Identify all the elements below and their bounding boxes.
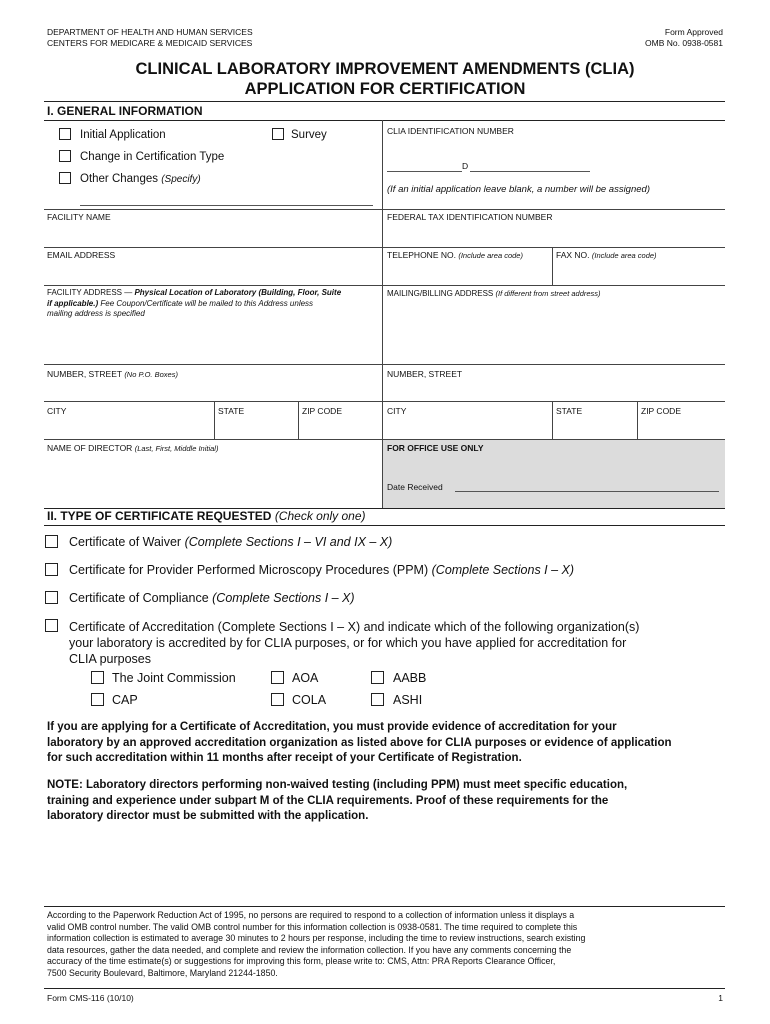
clia-id-line-prefix[interactable] [387,171,462,172]
specify-note: (Specify) [161,174,201,185]
accreditation-checkbox[interactable] [45,619,58,632]
compliance-text: Certificate of Compliance [69,591,209,605]
joint-commission-checkbox[interactable] [91,671,104,684]
clia-id-label: CLIA IDENTIFICATION NUMBER [387,126,514,136]
accreditation-line-3: CLIA purposes [69,652,151,666]
pra-line-3: information collection is estimated to average 30 minutes to 2 hours per response, including the time to review instructions, search existing [47,933,586,944]
state-mailing-label: STATE [556,406,583,416]
mailing-address-text: MAILING/BILLING ADDRESS [387,289,494,298]
no-po-boxes-note: (No P.O. Boxes) [124,370,178,379]
footer-bottom-rule [44,988,725,989]
ppm-text: Certificate for Provider Performed Microscopy Procedures (PPM) [69,563,429,577]
clia-id-note: (If an initial application leave blank, a number will be assigned) [387,184,650,195]
evidence-line-3: for such accreditation within 11 months after receipt of your Certificate of Registration. [47,752,522,764]
facility-address-text: FACILITY ADDRESS — [47,288,133,297]
cola-label: COLA [292,693,327,707]
footer-top-rule [44,906,725,907]
fax-text: FAX NO. [556,250,590,260]
compliance-label [69,591,355,605]
note-line-1 [47,778,627,794]
row-rule-address [44,285,725,286]
row-rule-street [44,364,725,365]
telephone-label [387,250,523,261]
ashi-checkbox[interactable] [371,693,384,706]
city-state-mailing-divider [552,401,553,439]
facility-address-if-applicable: if applicable.) [47,298,99,308]
omb-number: OMB No. 0938-0581 [645,38,723,48]
note-line-2: training and experience under subpart M of the CLIA requirements. Proof of these requirements for the [47,794,609,807]
number-street-label [47,369,178,380]
state-zip-divider [298,401,299,439]
facility-address-physical: Physical Location of Laboratory (Building, Floor, Suite [134,288,342,297]
director-name-label [47,443,218,454]
aoa-checkbox[interactable] [271,671,284,684]
zip-code-label: ZIP CODE [302,406,342,416]
email-address-label: EMAIL ADDRESS [47,250,116,260]
city-mailing-label: CITY [387,406,407,416]
aabb-label: AABB [393,671,427,685]
evidence-line-2: laboratory by an approved accreditation organization as listed above for CLIA purposes or evidence of application [47,736,672,749]
form-id: Form CMS-116 (10/10) [47,993,134,1003]
clia-id-line-suffix[interactable] [470,171,590,172]
paperwork-reduction-notice [47,910,585,980]
section1-top-rule [44,101,725,102]
cap-label: CAP [112,693,138,707]
joint-commission-label: The Joint Commission [112,671,236,685]
other-changes-checkbox[interactable] [59,172,71,184]
mailing-address-note: (If different from street address) [495,289,601,298]
accreditation-line-2: your laboratory is accredited by for CLIA purposes, or for which you have applied for accreditation for [69,636,627,650]
section1-heading: I. GENERAL INFORMATION [47,104,203,118]
survey-checkbox[interactable] [272,128,284,140]
director-name-note: (Last, First, Middle Initial) [134,444,219,453]
ashi-label: ASHI [393,693,423,707]
section2-heading-note: (Check only one) [274,509,366,523]
pra-line-2: valid OMB control number. The valid OMB control number for this information collection is 0938-0581. The time required to complete this [47,921,578,932]
date-received-line[interactable] [455,491,719,492]
department-line-1: DEPARTMENT OF HEALTH AND HUMAN SERVICES [47,27,253,37]
waiver-note: (Complete Sections I – VI and IX – X) [184,535,393,549]
change-certification-type-checkbox[interactable] [59,150,71,162]
facility-address-coupon-note: Fee Coupon/Certificate will be mailed to this Address unless [100,298,314,308]
pra-line-4: data resources, gather the data needed, and complete and review the information collection. If you have any comments concerning the [47,944,572,955]
row-rule-email [44,247,725,248]
note-label: NOTE: [47,779,83,791]
compliance-checkbox[interactable] [45,591,58,604]
telephone-text: TELEPHONE NO. [387,250,456,260]
waiver-text: Certificate of Waiver [69,535,182,549]
office-use-only-label: FOR OFFICE USE ONLY [387,443,484,453]
director-name-text: NAME OF DIRECTOR [47,443,133,453]
pra-line-5: accuracy of the time estimate(s) or suggestions for improving this form, please write to: CMS, Attn: PRA Reports Clearance Officer, [47,956,556,967]
accreditation-evidence-paragraph [47,720,672,767]
note-line-3: laboratory director must be submitted with the application. [47,810,369,822]
cola-checkbox[interactable] [271,693,284,706]
change-certification-type-label: Change in Certification Type [80,151,225,163]
initial-application-checkbox[interactable] [59,128,71,140]
mailing-address-label [387,288,601,299]
other-changes-label [80,173,201,185]
state-label: STATE [218,406,245,416]
row-rule-facility [44,209,725,210]
other-changes-text: Other Changes [80,173,158,185]
initial-application-label: Initial Application [80,129,166,141]
section1-heading-rule [44,120,725,121]
facility-address-label [47,288,382,320]
form-title-line-2: APPLICATION FOR CERTIFICATION [244,80,526,98]
section2-heading [47,509,366,523]
ppm-checkbox[interactable] [45,563,58,576]
form-approved: Form Approved [664,27,723,37]
note-line-1-text: Laboratory directors performing non-waived testing (including PPM) must meet specific education, [82,779,628,791]
compliance-note: (Complete Sections I – X) [212,591,355,605]
ppm-note: (Complete Sections I – X) [431,563,575,577]
accreditation-line-1: Certificate of Accreditation (Complete Sections I – X) and indicate which of the following organization(s) [69,620,640,634]
facility-address-mailing-note: mailing address is specified [47,309,145,318]
accreditation-label [69,619,639,667]
waiver-checkbox[interactable] [45,535,58,548]
ppm-label [69,563,574,577]
section2-heading-text: II. TYPE OF CERTIFICATE REQUESTED [47,509,272,523]
other-changes-specify-line[interactable] [80,205,373,206]
number-street-text: NUMBER, STREET [47,369,122,379]
date-received-label: Date Received [387,482,443,492]
tel-fax-divider [552,247,553,285]
clia-id-d: D [462,161,469,171]
fax-note: (Include area code) [591,251,657,260]
section2-heading-rule [44,525,725,526]
fax-label [556,250,657,261]
city-label: CITY [47,406,67,416]
city-state-divider [214,401,215,439]
aoa-label: AOA [292,671,319,685]
director-note-paragraph [47,778,627,825]
facility-name-label: FACILITY NAME [47,212,111,222]
cap-checkbox[interactable] [91,693,104,706]
federal-tax-id-label: FEDERAL TAX IDENTIFICATION NUMBER [387,212,553,222]
state-zip-mailing-divider [637,401,638,439]
aabb-checkbox[interactable] [371,671,384,684]
telephone-note: (Include area code) [458,251,523,260]
department-line-2: CENTERS FOR MEDICARE & MEDICAID SERVICES [47,38,253,48]
evidence-line-1: If you are applying for a Certificate of Accreditation, you must provide evidence of accreditation for your [47,721,617,733]
pra-line-1: According to the Paperwork Reduction Act of 1995, no persons are required to respond to a collection of information unless it displays a [47,910,575,920]
row-rule-city [44,401,725,402]
zip-code-mailing-label: ZIP CODE [641,406,681,416]
number-street-mailing-label: NUMBER, STREET [387,369,463,379]
pra-line-6: 7500 Security Boulevard, Baltimore, Maryland 21244-1850. [47,967,278,978]
page-number: 1 [718,993,723,1003]
waiver-label [69,535,392,549]
survey-label: Survey [291,129,327,141]
form-title-line-1: CLINICAL LABORATORY IMPROVEMENT AMENDMENTS (CLIA) [135,60,635,78]
